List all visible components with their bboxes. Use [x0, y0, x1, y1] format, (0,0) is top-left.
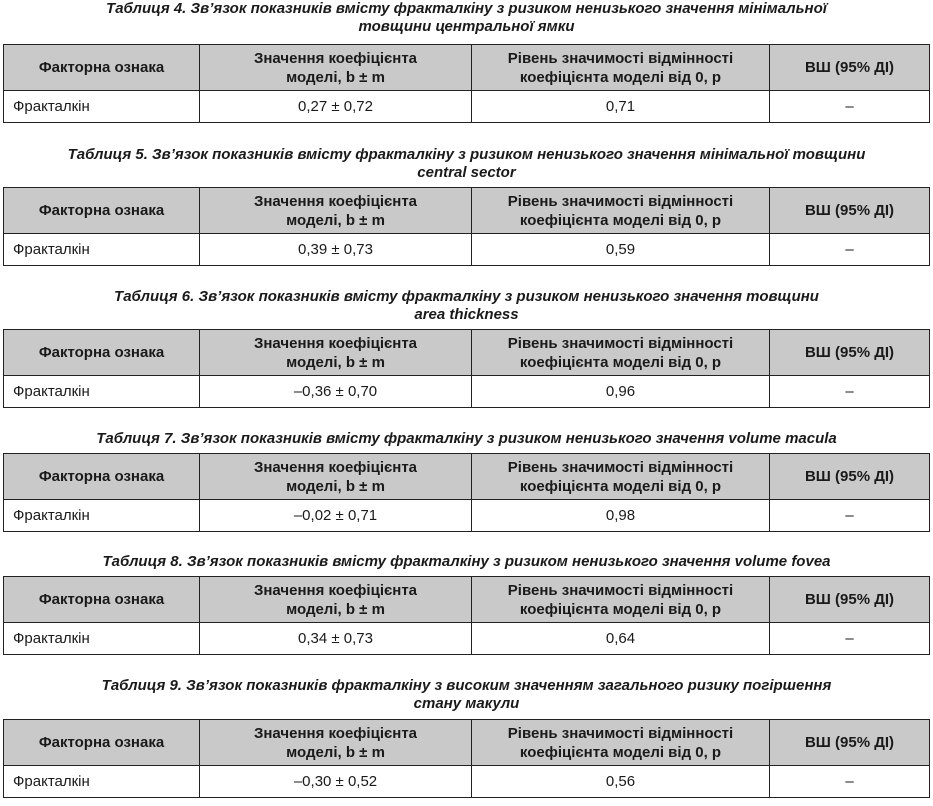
header-factor: Факторна ознака: [4, 45, 200, 91]
table-header-row: [4, 720, 930, 766]
table-row: [4, 234, 930, 266]
results-table-6: [3, 329, 930, 408]
table-header-row: [4, 454, 930, 500]
cell-factor: Фракталкін: [4, 234, 200, 266]
header-factor: Факторна ознака: [4, 577, 200, 623]
results-table-5: [3, 187, 930, 266]
table-block-9: [0, 677, 933, 713]
results-table-4: [3, 44, 930, 123]
header-odds-ratio: ВШ (95% ДІ): [770, 330, 930, 376]
table-row: [4, 623, 930, 655]
table-header-row: [4, 45, 930, 91]
table-caption: Таблиця 4. Зв’язок показників вмісту фракталкіну з ризиком ненизького значення мінімальної товщини центральної ямки: [106, 0, 827, 35]
header-significance: Рівень значимості відмінності коефіцієнта моделі від 0, p: [472, 454, 770, 500]
header-odds-ratio: ВШ (95% ДІ): [770, 188, 930, 234]
cell-coefficient: 0,34 ± 0,73: [200, 623, 472, 655]
table-row: [4, 500, 930, 532]
cell-p-value: 0,98: [472, 500, 770, 532]
header-factor: Факторна ознака: [4, 188, 200, 234]
header-coefficient: Значення коефіцієнта моделі, b ± m: [200, 577, 472, 623]
header-odds-ratio: ВШ (95% ДІ): [770, 45, 930, 91]
table-block-4: [0, 0, 933, 36]
cell-odds-ratio: –: [770, 91, 930, 123]
table-row: [4, 91, 930, 123]
cell-p-value: 0,56: [472, 766, 770, 798]
cell-factor: Фракталкін: [4, 91, 200, 123]
table-block-5: [0, 146, 933, 182]
cell-coefficient: –0,30 ± 0,52: [200, 766, 472, 798]
table-caption: Таблиця 5. Зв’язок показників вмісту фракталкіну з ризиком ненизького значення мінімальної товщини central sector: [67, 146, 866, 181]
header-significance: Рівень значимості відмінності коефіцієнта моделі від 0, p: [472, 330, 770, 376]
header-odds-ratio: ВШ (95% ДІ): [770, 577, 930, 623]
header-factor: Факторна ознака: [4, 720, 200, 766]
table-block-6: [0, 288, 933, 324]
cell-factor: Фракталкін: [4, 376, 200, 408]
table-header-row: [4, 188, 930, 234]
cell-odds-ratio: –: [770, 234, 930, 266]
header-coefficient: Значення коефіцієнта моделі, b ± m: [200, 454, 472, 500]
cell-coefficient: –0,02 ± 0,71: [200, 500, 472, 532]
cell-factor: Фракталкін: [4, 766, 200, 798]
table-caption: Таблиця 7. Зв’язок показників вмісту фракталкіну з ризиком ненизького значення volume macula: [96, 430, 837, 447]
table-header-row: [4, 577, 930, 623]
cell-p-value: 0,59: [472, 234, 770, 266]
cell-odds-ratio: –: [770, 766, 930, 798]
header-coefficient: Значення коефіцієнта моделі, b ± m: [200, 45, 472, 91]
cell-p-value: 0,96: [472, 376, 770, 408]
header-coefficient: Значення коефіцієнта моделі, b ± m: [200, 720, 472, 766]
table-caption: Таблиця 8. Зв’язок показників вмісту фракталкіну з ризиком ненизького значення volume fovea: [102, 553, 831, 570]
table-row: [4, 376, 930, 408]
table-header-row: [4, 330, 930, 376]
cell-odds-ratio: –: [770, 623, 930, 655]
cell-p-value: 0,71: [472, 91, 770, 123]
header-coefficient: Значення коефіцієнта моделі, b ± m: [200, 188, 472, 234]
table-caption: Таблиця 6. Зв’язок показників вмісту фракталкіну з ризиком ненизького значення товщини area thickness: [114, 288, 819, 323]
header-significance: Рівень значимості відмінності коефіцієнта моделі від 0, p: [472, 188, 770, 234]
results-table-9: [3, 719, 930, 798]
cell-odds-ratio: –: [770, 500, 930, 532]
table-block-7: [0, 430, 933, 448]
cell-factor: Фракталкін: [4, 500, 200, 532]
results-table-7: [3, 453, 930, 532]
cell-factor: Фракталкін: [4, 623, 200, 655]
cell-coefficient: 0,27 ± 0,72: [200, 91, 472, 123]
cell-coefficient: 0,39 ± 0,73: [200, 234, 472, 266]
header-significance: Рівень значимості відмінності коефіцієнта моделі від 0, p: [472, 45, 770, 91]
table-block-8: [0, 553, 933, 571]
header-factor: Факторна ознака: [4, 454, 200, 500]
header-coefficient: Значення коефіцієнта моделі, b ± m: [200, 330, 472, 376]
results-table-8: [3, 576, 930, 655]
table-row: [4, 766, 930, 798]
header-odds-ratio: ВШ (95% ДІ): [770, 720, 930, 766]
cell-odds-ratio: –: [770, 376, 930, 408]
header-significance: Рівень значимості відмінності коефіцієнта моделі від 0, p: [472, 577, 770, 623]
cell-p-value: 0,64: [472, 623, 770, 655]
header-odds-ratio: ВШ (95% ДІ): [770, 454, 930, 500]
cell-coefficient: –0,36 ± 0,70: [200, 376, 472, 408]
header-factor: Факторна ознака: [4, 330, 200, 376]
table-caption: Таблиця 9. Зв’язок показників фракталкіну з високим значенням загального ризику погіршення стану макули: [101, 677, 832, 712]
header-significance: Рівень значимості відмінності коефіцієнта моделі від 0, p: [472, 720, 770, 766]
